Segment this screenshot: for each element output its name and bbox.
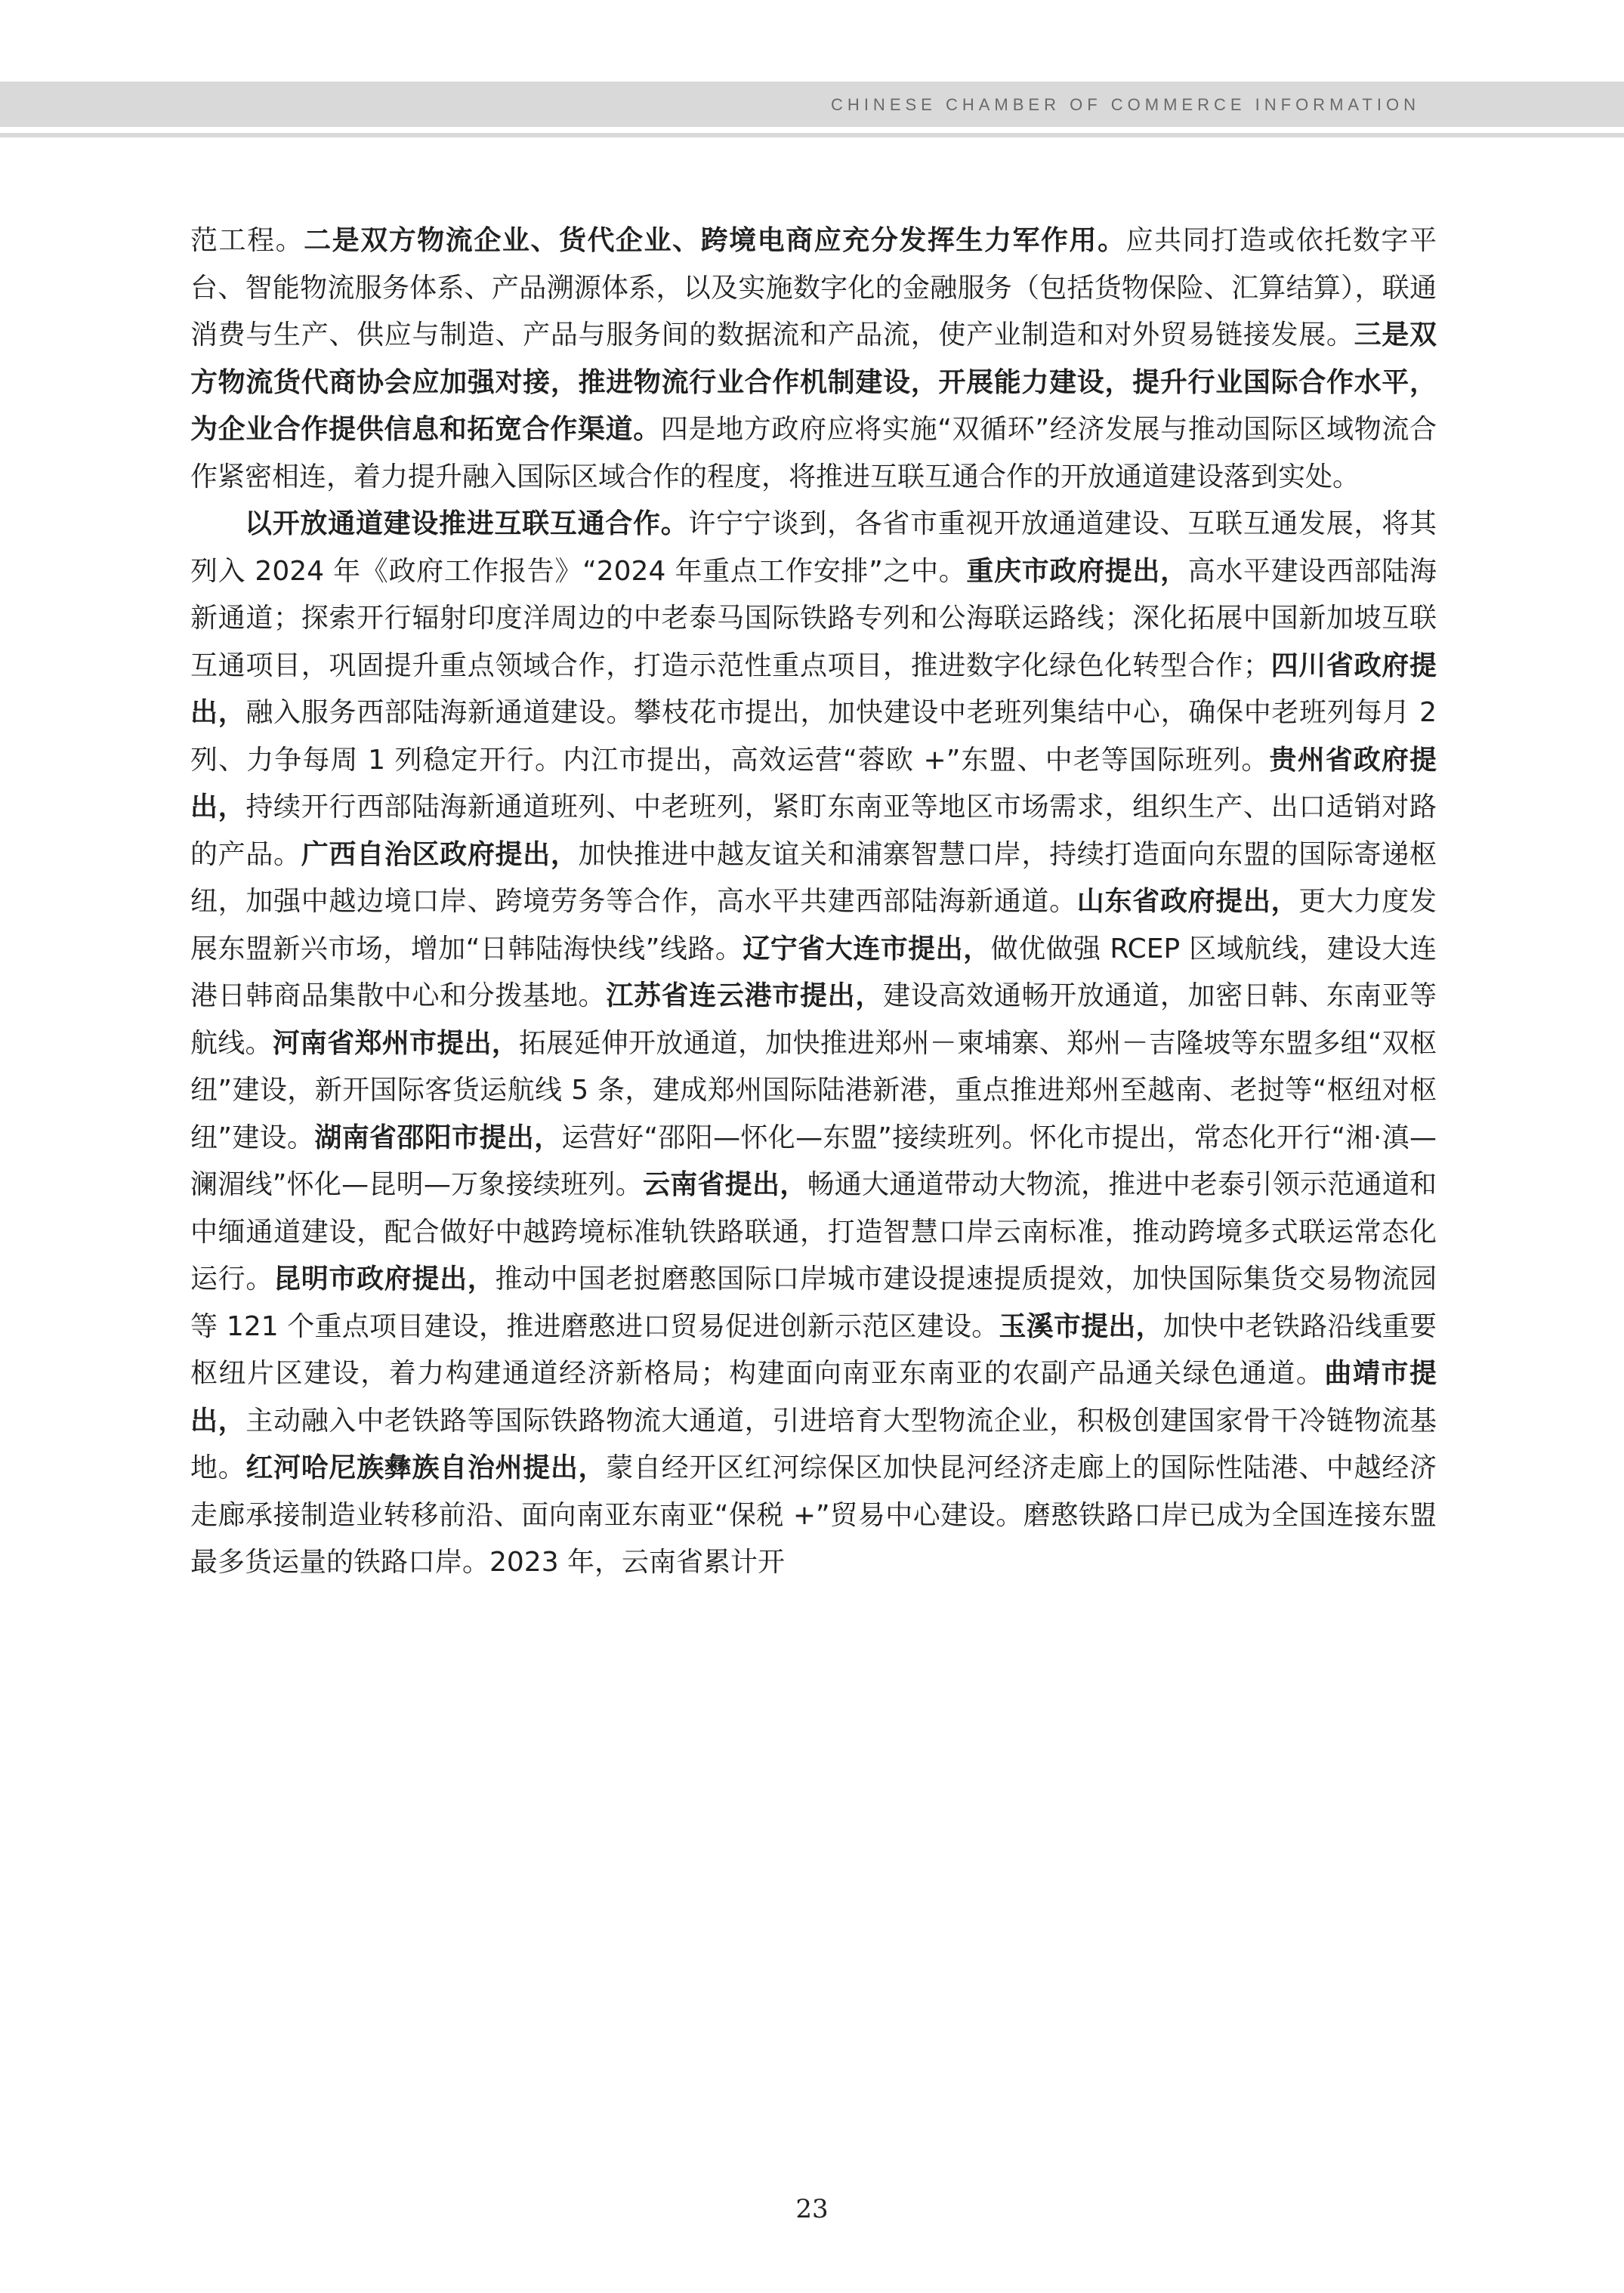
text-run: 融入服务西部陆海新通道建设。攀枝花市提出，加快建设中老班列集结中心，确保中老班列每月 2 列、力争每周 1 列稳定开行。内江市提出，高效运营“蓉欧 +”东盟、中老等国际班列。 [190, 697, 1437, 776]
bold-run: 云南省提出， [642, 1169, 807, 1200]
text-run: 加快中老铁路沿线重要枢纽片区建设，着力构建通道经济新格局；构建面向南亚东南亚的农副产品通关绿色通道。 [190, 1310, 1437, 1389]
text-run: 运营好“邵阳—怀化—东盟”接续班列。怀化市提出，常态化开行“湘·滇—澜湄线”怀化—昆明—万象接续班列。 [190, 1122, 1437, 1200]
text-run: 范工程。 [190, 225, 304, 256]
bold-run: 红河哈尼族彝族自治州提出， [245, 1452, 607, 1483]
bold-run: 河南省郑州市提出， [272, 1027, 520, 1059]
text-run: 推动中国老挝磨憨国际口岸城市建设提速提质提效，加快国际集货交易物流园等 121 个重点项目建设，推进磨憨进口贸易促进创新示范区建设。 [190, 1264, 1437, 1342]
bold-run: 广西自治区政府提出， [301, 838, 579, 870]
running-title: CHINESE CHAMBER OF COMMERCE INFORMATION [831, 95, 1420, 114]
bold-run: 山东省政府提出， [1076, 886, 1299, 917]
article-body [190, 218, 1437, 1587]
bold-run: 辽宁省大连市提出， [743, 933, 991, 964]
text-run: 主动融入中老铁路等国际铁路物流大通道，引进培育大型物流企业，积极创建国家骨干冷链物流基地。 [190, 1405, 1437, 1483]
bold-run: 昆明市政府提出， [273, 1264, 496, 1295]
paragraph-2 [190, 501, 1437, 1587]
bold-run: 三是双方物流货代商协会应加强对接，推进物流行业合作机制建设，开展能力建设，提升行业国际合作水平，为企业合作提供信息和拓宽合作渠道。 [190, 319, 1437, 445]
text-run: 更大力度发展东盟新兴市场，增加“日韩陆海快线”线路。 [190, 886, 1437, 964]
text-run: 拓展延伸开放通道，加快推进郑州－柬埔寨、郑州－吉隆坡等东盟多组“双枢纽”建设，新开国际客货运航线 5 条，建成郑州国际陆港新港，重点推进郑州至越南、老挝等“枢纽对枢纽”建设。 [190, 1027, 1437, 1153]
text-run: 加快推进中越友谊关和浦寨智慧口岸，持续打造面向东盟的国际寄递枢纽，加强中越边境口岸、跨境劳务等合作，高水平共建西部陆海新通道。 [190, 838, 1437, 917]
text-run: 蒙自经开区红河综保区加快昆河经济走廊上的国际性陆港、中越经济走廊承接制造业转移前沿、面向南亚东南亚“保税 +”贸易中心建设。磨憨铁路口岸已成为全国连接东盟最多货运量的铁路口岸。2023 年，云南省累计开 [190, 1452, 1437, 1578]
header-rule [0, 133, 1624, 137]
bold-run: 重庆市政府提出， [966, 555, 1188, 587]
bold-run: 以开放通道建设推进互联互通合作。 [245, 508, 689, 539]
text-run: 应共同打造或依托数字平台、智能物流服务体系、产品溯源体系，以及实施数字化的金融服务（包括货物保险、汇算结算），联通消费与生产、供应与制造、产品与服务间的数据流和产品流，使产业制造和对外贸易链接发展。 [190, 225, 1437, 350]
bold-run: 贵州省政府提出， [190, 744, 1437, 822]
bold-run: 曲靖市提出， [190, 1358, 1437, 1437]
text-run: 四是地方政府应将实施“双循环”经济发展与推动国际区域物流合作紧密相连，着力提升融入国际区域合作的程度，将推进互联互通合作的开放通道建设落到实处。 [190, 414, 1437, 492]
text-run: 建设高效通畅开放通道，加密日韩、东南亚等航线。 [190, 980, 1437, 1059]
bold-run: 二是双方物流企业、货代企业、跨境电商应充分发挥生力军作用。 [304, 225, 1126, 256]
text-run: 畅通大通道带动大物流，推进中老泰引领示范通道和中缅通道建设，配合做好中越跨境标准轨铁路联通，打造智慧口岸云南标准，推动跨境多式联运常态化运行。 [190, 1169, 1437, 1295]
page-number: 23 [795, 2194, 829, 2224]
paragraph-1 [190, 218, 1437, 501]
text-run: 持续开行西部陆海新通道班列、中老班列，紧盯东南亚等地区市场需求，组织生产、出口适销对路的产品。 [190, 792, 1437, 870]
bold-run: 玉溪市提出， [999, 1310, 1163, 1342]
bold-run: 湖南省邵阳市提出， [314, 1122, 562, 1153]
bold-run: 江苏省连云港市提出， [606, 980, 884, 1011]
text-run: 许宁宁谈到，各省市重视开放通道建设、互联互通发展，将其列入 2024 年《政府工作报告》“2024 年重点工作安排”之中。 [190, 508, 1437, 587]
text-run: 高水平建设西部陆海新通道；探索开行辐射印度洋周边的中老泰马国际铁路专列和公海联运路线；深化拓展中国新加坡互联互通项目，巩固提升重点领域合作，打造示范性重点项目，推进数字化绿色化转型合作； [190, 555, 1437, 681]
bold-run: 四川省政府提出， [190, 650, 1437, 728]
text-run: 做优做强 RCEP 区域航线，建设大连港日韩商品集散中心和分拨基地。 [190, 933, 1437, 1011]
